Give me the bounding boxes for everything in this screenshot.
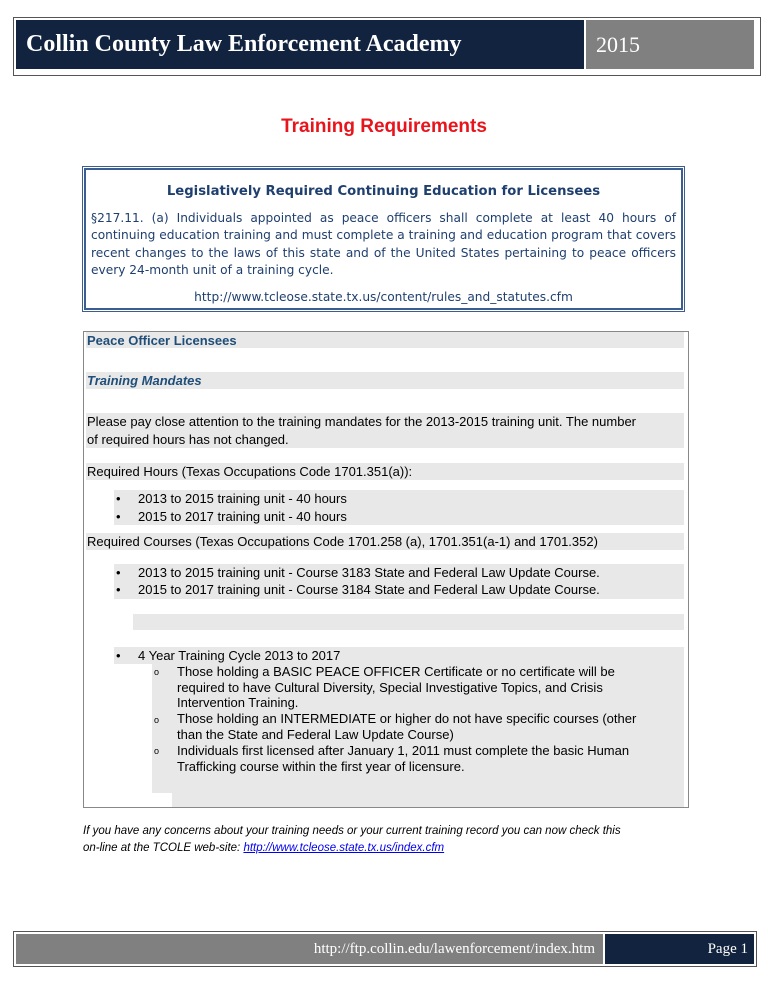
legislative-url[interactable]: http://www.tcleose.state.tx.us/content/rules_and_statutes.cfm: [194, 289, 573, 304]
sub-item-line: Individuals first licensed after January 1, 2011 must complete the basic Human: [177, 743, 630, 758]
page-header: [13, 17, 761, 76]
page-footer: [13, 931, 757, 967]
sub-item-line: Trafficking course within the first year of licensure.: [177, 759, 465, 774]
bullet-icon: •: [116, 648, 121, 663]
footnote-line: If you have any concerns about your training needs or your current training record you can now check this: [83, 825, 621, 837]
sub-item-line: Intervention Training.: [177, 695, 299, 710]
sub-item-line: Those holding a BASIC PEACE OFFICER Certificate or no certificate will be: [177, 664, 615, 679]
sub-item-line: required to have Cultural Diversity, Special Investigative Topics, and Crisis: [177, 680, 603, 695]
footer-url[interactable]: http://ftp.collin.edu/lawenforcement/index.htm: [16, 934, 603, 964]
bullet-icon: •: [116, 509, 121, 524]
peace-officer-box: [83, 331, 689, 808]
list-item: 2013 to 2015 training unit - 40 hours: [138, 491, 347, 506]
list-item: 2015 to 2017 training unit - Course 3184 State and Federal Law Update Course.: [138, 582, 600, 597]
courses-label: Required Courses (Texas Occupations Code 1701.258 (a), 1701.351(a-1) and 1701.352): [87, 534, 598, 549]
bullet-icon: •: [116, 565, 121, 580]
header-year: 2015: [586, 20, 754, 69]
list-item: 2015 to 2017 training unit - 40 hours: [138, 509, 347, 524]
hours-label: Required Hours (Texas Occupations Code 1701.351(a)):: [87, 464, 413, 479]
bullet-icon: •: [116, 582, 121, 597]
list-item: 2013 to 2015 training unit - Course 3183 State and Federal Law Update Course.: [138, 565, 600, 580]
page-number: Page 1: [605, 934, 754, 964]
footnote-line: on-line at the TCOLE web-site:: [83, 842, 244, 854]
sub-item-line: Those holding an INTERMEDIATE or higher do not have specific courses (other: [177, 711, 637, 726]
circle-bullet-icon: o: [154, 746, 160, 756]
header-title: Collin County Law Enforcement Academy: [16, 20, 584, 69]
footnote: [83, 823, 621, 857]
bullet-icon: •: [116, 491, 121, 506]
sub-item-line: than the State and Federal Law Update Course): [177, 727, 454, 742]
list-item: 4 Year Training Cycle 2013 to 2017: [138, 648, 341, 663]
circle-bullet-icon: o: [154, 715, 160, 725]
legislative-heading: Legislatively Required Continuing Education for Licensees: [166, 184, 601, 199]
legislative-box: [82, 166, 685, 312]
intro-line: Please pay close attention to the training mandates for the 2013-2015 training unit. The number: [87, 414, 637, 429]
intro-line: of required hours has not changed.: [87, 432, 289, 447]
subsection-title: Training Mandates: [87, 373, 202, 388]
circle-bullet-icon: o: [154, 667, 160, 677]
section-title: Peace Officer Licensees: [87, 333, 237, 348]
tcole-link[interactable]: http://www.tcleose.state.tx.us/index.cfm: [243, 842, 445, 854]
legislative-text: §217.11. (a) Individuals appointed as peace officers shall complete at least 40 hours of continuing education training and must complete a training and education program that covers recent changes to the laws of this state and of the United States pertaining to peace officers every 24-month unit of a training cycle.: [91, 210, 676, 277]
page-title: Training Requirements: [281, 116, 487, 137]
